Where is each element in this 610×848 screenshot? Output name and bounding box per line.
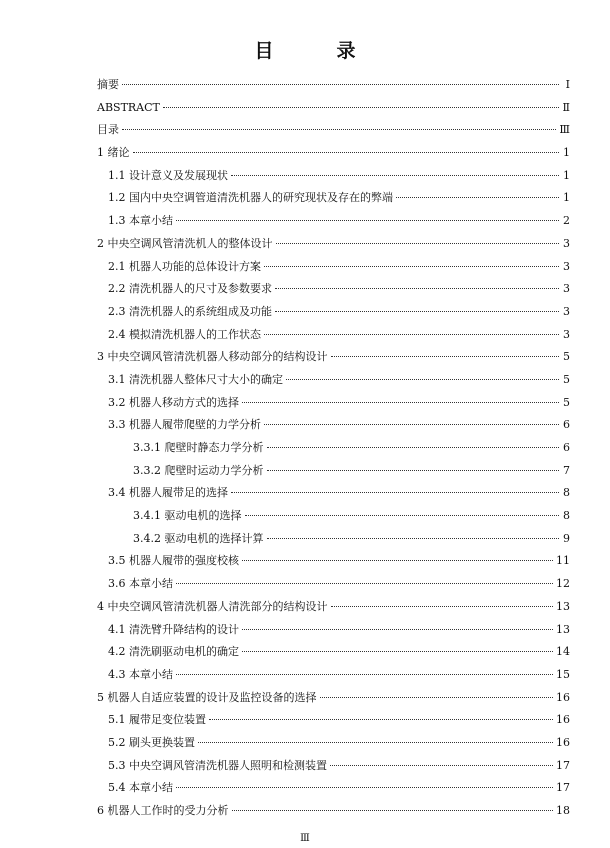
toc-entry-title: 5 机器人自适应装置的设计及监控设备的选择 xyxy=(97,690,317,704)
toc-entry-title: 3 中央空调风管清洗机器人移动部分的结构设计 xyxy=(97,350,328,364)
toc-entry-title: 3.4.1 驱动电机的选择 xyxy=(133,509,242,523)
toc-entry-page: Ⅲ xyxy=(559,123,570,137)
toc-entry-page: 5 xyxy=(563,350,570,364)
dot-leader xyxy=(286,379,559,380)
toc-entry-title: 3.3 机器人履带爬壁的力学分析 xyxy=(108,418,261,432)
dot-leader xyxy=(232,810,554,811)
toc-entry[interactable] xyxy=(97,619,570,642)
toc-entry-page: 6 xyxy=(563,418,570,432)
dot-leader xyxy=(231,492,559,493)
toc-entry-page: 18 xyxy=(556,804,570,817)
toc-entry-title: 1.3 本章小结 xyxy=(108,214,173,228)
toc-entry[interactable] xyxy=(97,233,570,256)
toc-list xyxy=(97,74,570,823)
dot-leader xyxy=(267,447,560,448)
dot-leader xyxy=(176,583,553,584)
dot-leader xyxy=(242,560,553,561)
toc-entry-title: 3.6 本章小结 xyxy=(108,577,173,591)
toc-entry-title: 5.4 本章小结 xyxy=(108,781,173,795)
dot-leader xyxy=(176,787,553,788)
toc-entry-title: 3.4.2 驱动电机的选择计算 xyxy=(133,531,264,545)
dot-leader xyxy=(122,129,556,130)
toc-entry-title: 1.1 设计意义及发展现状 xyxy=(108,168,228,182)
dot-leader xyxy=(133,152,560,153)
toc-entry-title: 5.1 履带足变位装置 xyxy=(108,713,206,727)
toc-entry-title: 3.3.2 爬壁时运动力学分析 xyxy=(133,463,264,477)
toc-entry[interactable] xyxy=(97,165,570,188)
toc-entry[interactable] xyxy=(97,505,570,528)
toc-entry-page: 5 xyxy=(563,395,570,409)
dot-leader xyxy=(331,606,554,607)
dot-leader xyxy=(275,311,559,312)
dot-leader xyxy=(396,197,559,198)
toc-entry-title: 2 中央空调风管清洗机人的整体设计 xyxy=(97,236,273,250)
toc-entry-title: 2.2 清洗机器人的尺寸及参数要求 xyxy=(108,282,272,296)
toc-entry-title: 3.3.1 爬壁时静态力学分析 xyxy=(133,441,264,454)
toc-entry[interactable] xyxy=(97,800,570,823)
toc-entry[interactable] xyxy=(97,278,570,301)
toc-entry[interactable] xyxy=(97,687,570,710)
dot-leader xyxy=(242,402,559,403)
toc-entry[interactable] xyxy=(97,755,570,778)
dot-leader xyxy=(242,651,553,652)
toc-entry-page: Ⅰ xyxy=(565,78,570,91)
dot-leader xyxy=(176,220,559,221)
dot-leader xyxy=(330,765,553,766)
toc-entry-page: 7 xyxy=(563,463,570,477)
dot-leader xyxy=(275,288,559,289)
toc-entry-title: 2.3 清洗机器人的系统组成及功能 xyxy=(108,304,272,318)
toc-entry[interactable] xyxy=(97,460,570,483)
toc-entry-title: 4.3 本章小结 xyxy=(108,667,173,681)
toc-title: 目 录 xyxy=(254,40,378,62)
toc-entry-title: 3.4 机器人履带足的选择 xyxy=(108,486,228,500)
toc-entry-title: 3.1 清洗机器人整体尺寸大小的确定 xyxy=(108,372,283,386)
toc-entry-page: 13 xyxy=(556,599,570,613)
toc-entry[interactable] xyxy=(97,414,570,437)
toc-entry-page: 2 xyxy=(563,214,570,228)
toc-entry-title: 1.2 国内中央空调管道清洗机器人的研究现状及存在的弊端 xyxy=(108,191,393,205)
dot-leader xyxy=(163,107,559,108)
toc-entry-page: 3 xyxy=(563,282,570,296)
toc-entry[interactable] xyxy=(97,369,570,392)
toc-entry[interactable] xyxy=(97,573,570,596)
dot-leader xyxy=(320,697,554,698)
toc-entry-page: 16 xyxy=(556,735,570,749)
dot-leader xyxy=(267,470,560,471)
toc-entry-title: 6 机器人工作时的受力分析 xyxy=(97,804,229,817)
toc-entry-page: 1 xyxy=(563,146,570,160)
dot-leader xyxy=(264,266,559,267)
toc-entry-title: 3.2 机器人移动方式的选择 xyxy=(108,395,239,409)
dot-leader xyxy=(267,538,560,539)
page-number-footer: Ⅲ xyxy=(300,833,310,844)
toc-entry[interactable] xyxy=(97,324,570,347)
toc-entry-title: 4 中央空调风管清洗机器人清洗部分的结构设计 xyxy=(97,599,328,613)
toc-entry-page: 5 xyxy=(563,372,570,386)
toc-entry-page: 17 xyxy=(556,781,570,795)
toc-entry[interactable] xyxy=(97,97,570,120)
toc-entry-page: 17 xyxy=(556,758,570,772)
dot-leader xyxy=(264,334,559,335)
toc-entry[interactable] xyxy=(97,732,570,755)
toc-entry[interactable] xyxy=(97,777,570,800)
toc-entry[interactable] xyxy=(97,596,570,619)
toc-entry-title: 2.1 机器人功能的总体设计方案 xyxy=(108,259,261,273)
dot-leader xyxy=(176,674,553,675)
toc-entry[interactable] xyxy=(97,187,570,210)
toc-entry-page: 3 xyxy=(563,236,570,250)
dot-leader xyxy=(276,243,560,244)
dot-leader xyxy=(245,515,560,516)
dot-leader xyxy=(264,424,559,425)
toc-entry-page: 14 xyxy=(556,645,570,659)
toc-entry[interactable] xyxy=(97,709,570,732)
toc-entry[interactable] xyxy=(97,482,570,505)
toc-entry[interactable] xyxy=(97,346,570,369)
toc-entry-page: 8 xyxy=(563,486,570,500)
toc-entry-page: 12 xyxy=(556,577,570,591)
toc-entry-page: 13 xyxy=(556,622,570,636)
toc-entry-title: 3.5 机器人履带的强度校核 xyxy=(108,554,239,568)
dot-leader xyxy=(242,629,553,630)
toc-entry-title: 5.3 中央空调风管清洗机器人照明和检测装置 xyxy=(108,758,327,772)
dot-leader xyxy=(231,175,559,176)
toc-entry-title: 5.2 刷头更换装置 xyxy=(108,735,195,749)
toc-entry-page: 16 xyxy=(556,690,570,704)
toc-entry-page: 1 xyxy=(563,168,570,182)
toc-entry-page: 3 xyxy=(563,259,570,273)
toc-entry[interactable] xyxy=(97,528,570,551)
toc-entry[interactable] xyxy=(97,256,570,279)
toc-entry-page: 16 xyxy=(556,713,570,727)
dot-leader xyxy=(198,742,553,743)
dot-leader xyxy=(122,84,559,85)
toc-entry-page: 8 xyxy=(563,509,570,523)
toc-entry-page: 1 xyxy=(563,191,570,205)
toc-entry[interactable] xyxy=(97,550,570,573)
toc-entry[interactable] xyxy=(97,664,570,687)
dot-leader xyxy=(331,356,560,357)
toc-entry[interactable] xyxy=(97,437,570,460)
toc-entry-title: 1 绪论 xyxy=(97,146,130,160)
toc-entry-page: 6 xyxy=(563,441,570,454)
toc-entry[interactable] xyxy=(97,392,570,415)
toc-entry[interactable] xyxy=(97,301,570,324)
toc-entry-page: Ⅱ xyxy=(562,100,570,114)
toc-entry[interactable] xyxy=(97,119,570,142)
toc-entry-page: 11 xyxy=(556,554,570,568)
toc-entry-page: 9 xyxy=(563,531,570,545)
toc-entry[interactable] xyxy=(97,641,570,664)
toc-entry-title: 4.1 清洗臂升降结构的设计 xyxy=(108,622,239,636)
toc-entry[interactable] xyxy=(97,210,570,233)
toc-entry-title: 2.4 模拟清洗机器人的工作状态 xyxy=(108,327,261,341)
toc-entry[interactable] xyxy=(97,74,570,97)
toc-entry[interactable] xyxy=(97,142,570,165)
toc-entry-page: 3 xyxy=(563,327,570,341)
toc-entry-title: ABSTRACT xyxy=(97,100,160,114)
toc-entry-title: 4.2 清洗刷驱动电机的确定 xyxy=(108,645,239,659)
toc-entry-title: 摘要 xyxy=(97,78,119,91)
dot-leader xyxy=(209,719,553,720)
toc-entry-page: 3 xyxy=(563,304,570,318)
toc-entry-page: 15 xyxy=(556,667,570,681)
toc-entry-title: 目录 xyxy=(97,123,119,137)
